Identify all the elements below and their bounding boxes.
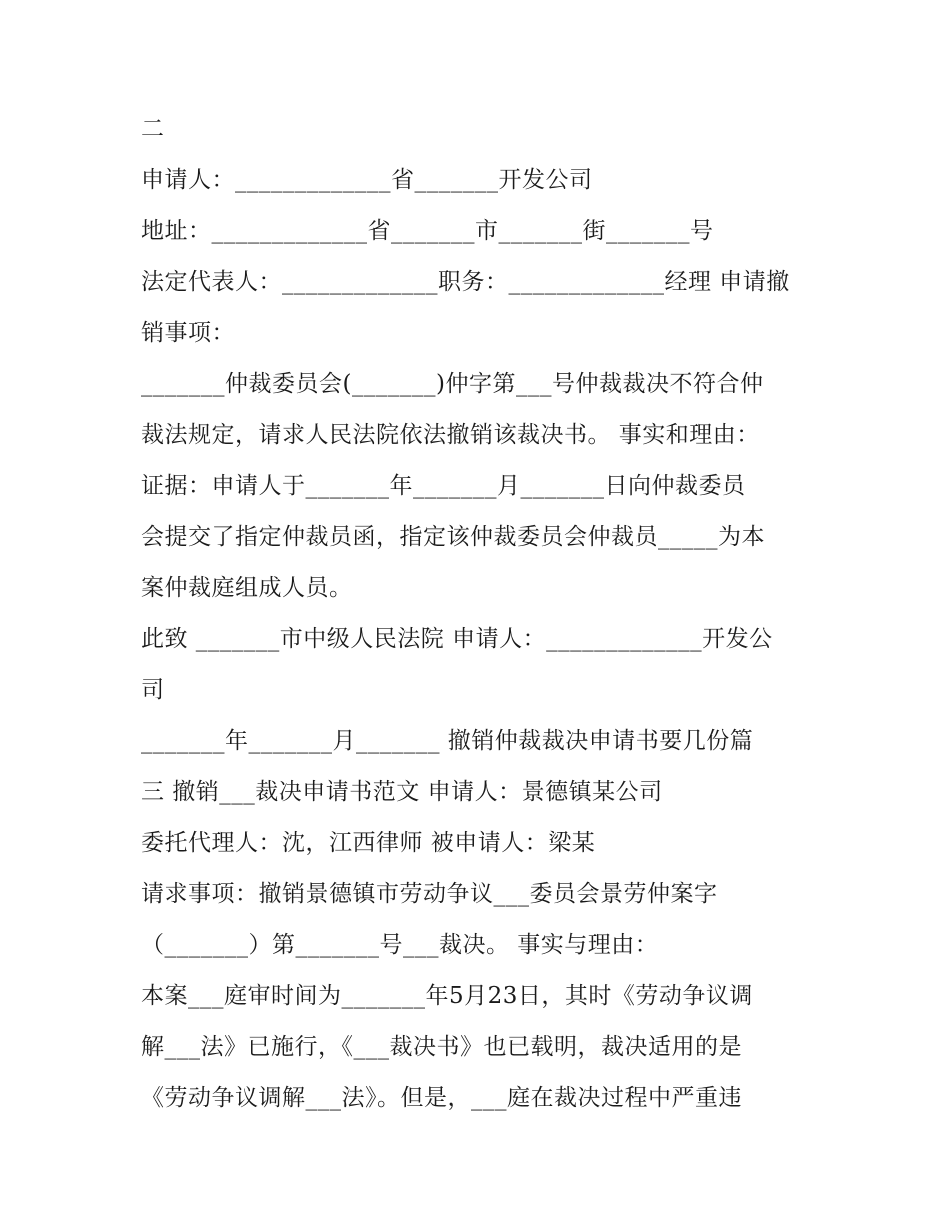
body-line: 本案___庭审时间为_______年5月23日，其时《劳动争议调 — [141, 983, 753, 1009]
closing-line: 此致 _______市中级人民法院 申请人：_____________开发公 — [141, 626, 773, 652]
section-number: 二 — [141, 116, 165, 142]
applicant-line: 申请人：_____________省_______开发公司 — [141, 167, 593, 193]
body-line: （_______）第_______号___裁决。 事实与理由： — [141, 932, 659, 958]
body-line: _______仲裁委员会(_______)仲字第___号仲裁裁决不符合仲 — [141, 371, 764, 397]
address-line: 地址：_____________省_______市_______街_______号 — [141, 218, 714, 244]
section-heading: 三 撤销___裁决申请书范文 申请人：景德镇某公司 — [141, 779, 663, 805]
agent-line: 委托代理人：沈，江西律师 被申请人：梁某 — [141, 830, 596, 856]
body-line: 裁法规定，请求人民法院依法撤销该裁决书。 事实和理由： — [141, 422, 760, 448]
legal-representative-line: 法定代表人：_____________职务：_____________经理 申请撤 — [141, 269, 790, 295]
document-body — [141, 104, 821, 1124]
matters-heading: 销事项： — [141, 320, 235, 346]
evidence-line: 证据：申请人于_______年_______月_______日向仲裁委员 — [141, 473, 746, 499]
date-line: _______年_______月_______ 撤销仲裁裁决申请书要几份篇 — [141, 728, 754, 754]
body-line: 司 — [141, 677, 165, 703]
body-line: 会提交了指定仲裁员函，指定该仲裁委员会仲裁员_____为本 — [141, 524, 765, 550]
body-line: 解___法》已施行，《___裁决书》也已载明，裁决适用的是 — [141, 1034, 742, 1060]
body-line: 《劳动争议调解___法》。但是，___庭在裁决过程中严重违 — [141, 1085, 742, 1111]
request-line: 请求事项：撤销景德镇市劳动争议___委员会景劳仲案字 — [141, 881, 718, 907]
body-line: 案仲裁庭组成人员。 — [141, 575, 353, 601]
